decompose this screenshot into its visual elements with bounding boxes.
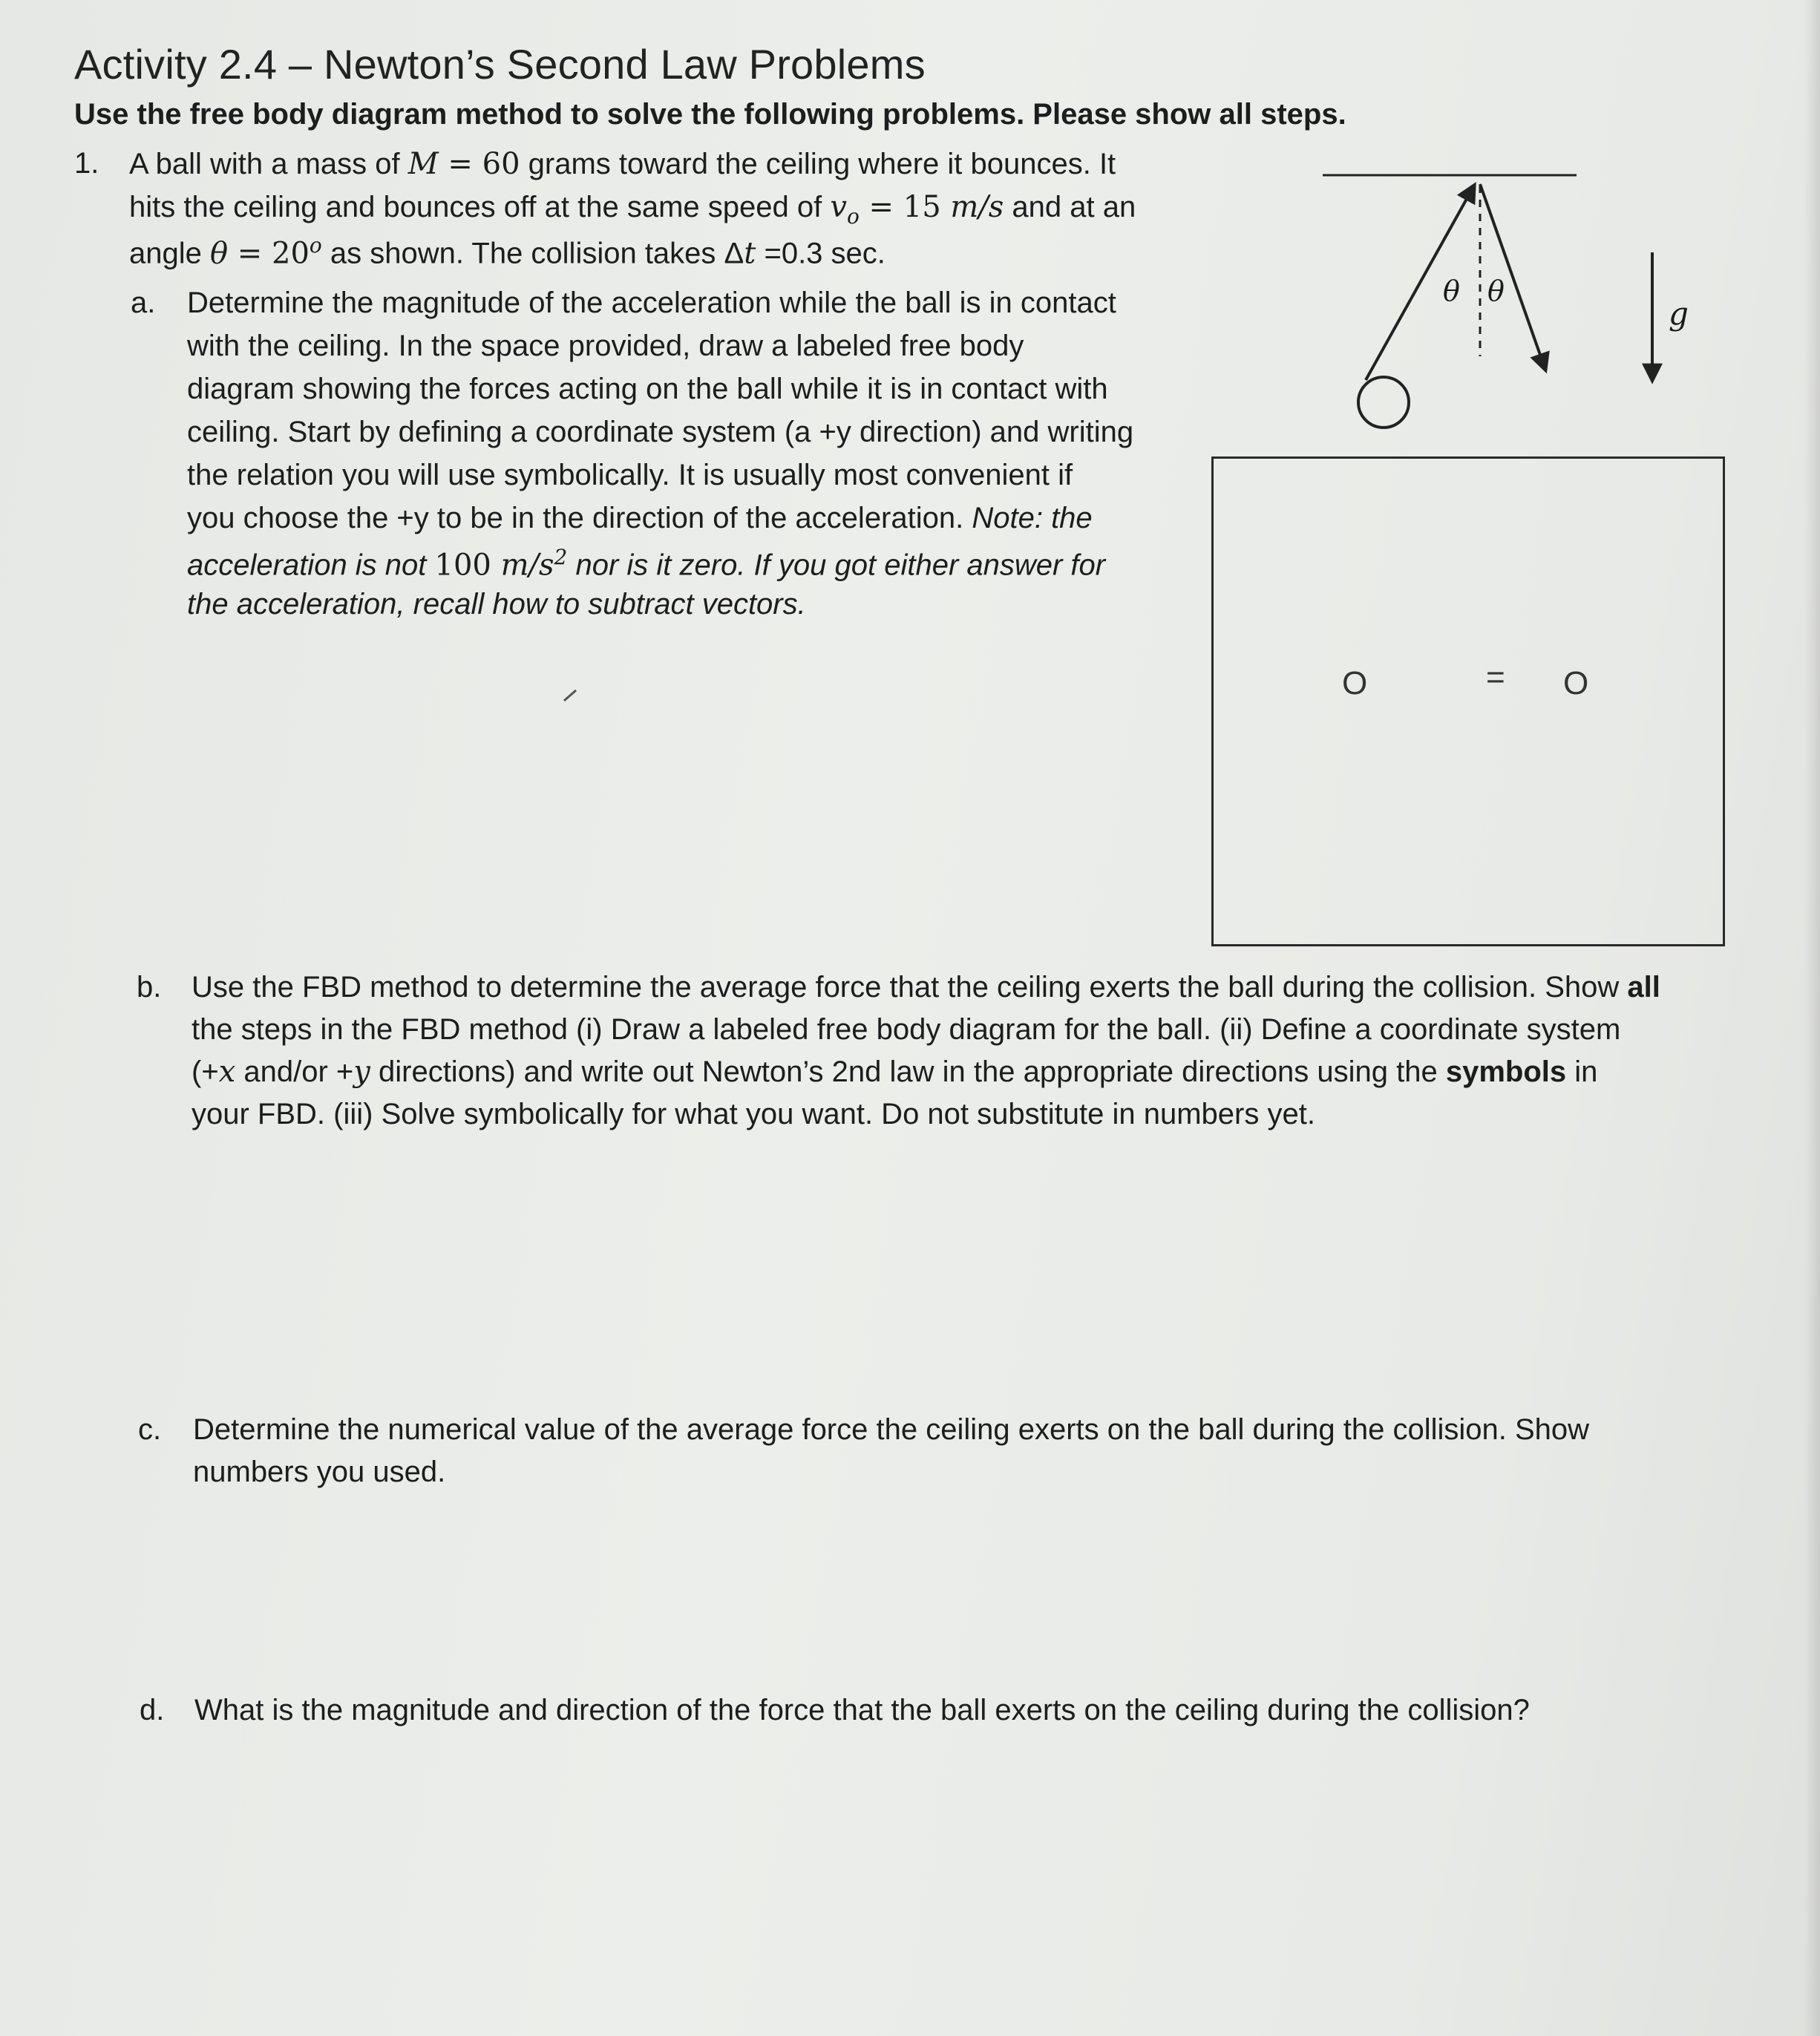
text-segment: (+	[192, 1055, 219, 1088]
part-a-letter: a.	[131, 287, 156, 319]
part-d-body	[194, 1689, 1530, 1732]
instructions: Use the free body diagram method to solve the following problems. Please show all steps.	[74, 98, 1346, 131]
part-a-line: ceiling. Start by defining a coordinate system (a +y direction) and writing	[187, 416, 1134, 448]
velocity-symbol: v	[830, 190, 847, 224]
ball-circle	[1358, 377, 1409, 428]
text-segment: hits the ceiling and bounces off at the same speed of	[129, 191, 831, 223]
stray-pen-mark	[564, 690, 576, 701]
time-symbol: t	[744, 236, 756, 271]
y-symbol: y	[353, 1055, 370, 1089]
text-segment: Use the FBD method to determine the average force that the ceiling exerts the ball during the collision. Show	[192, 971, 1628, 1004]
theta-right-label: θ	[1487, 275, 1505, 307]
accel-unit-exponent: 2	[554, 545, 568, 569]
theta-left-label: θ	[1443, 275, 1460, 307]
angle-symbol: θ	[209, 236, 229, 271]
fbd-right-symbol: O	[1563, 665, 1589, 701]
part-b-line	[192, 1051, 1660, 1093]
part-a-note-line: the acceleration, recall how to subtract vectors.	[187, 588, 806, 621]
part-a-line: Determine the magnitude of the acceleration while the ball is in contact	[187, 287, 1116, 319]
text-segment: nor is it zero. If you got either answer for	[567, 549, 1106, 582]
mass-symbol: M	[407, 147, 439, 181]
emphasis-symbols: symbols	[1445, 1055, 1567, 1088]
problem-number: 1.	[74, 147, 99, 180]
part-b-line	[192, 966, 1660, 1009]
accel-value: 100	[434, 548, 501, 583]
part-c-line: Determine the numerical value of the average force the ceiling exerts on the ball during the collision. Show	[193, 1413, 1590, 1446]
text-segment: =0.3 sec.	[756, 237, 886, 270]
velocity-subscript: o	[846, 204, 860, 229]
text-segment: and/or +	[235, 1055, 354, 1088]
text-segment: you choose the +y to be in the direction of the acceleration.	[187, 502, 972, 534]
accel-unit: m/s	[500, 548, 554, 583]
part-b-body	[192, 966, 1660, 1136]
part-a-line: the relation you will use symbolically. It is usually most convenient if	[187, 459, 1073, 491]
part-c-line: numbers you used.	[193, 1456, 446, 1488]
velocity-unit: m/s	[950, 190, 1004, 224]
page-title: Activity 2.4 – Newton’s Second Law Problems	[74, 41, 926, 88]
g-label: g	[1669, 295, 1689, 332]
text-segment: angle	[129, 237, 210, 270]
part-b-letter: b.	[137, 971, 162, 1004]
part-a-line: with the ceiling. In the space provided, draw a labeled free body	[187, 330, 1024, 362]
delta-symbol: Δ	[724, 237, 744, 270]
text-segment: A ball with a mass of	[129, 148, 408, 180]
part-a-line: diagram showing the forces acting on the ball while it is in contact with	[187, 373, 1108, 405]
text-segment: and at an	[1004, 191, 1136, 223]
mass-value: = 60	[438, 147, 520, 181]
part-d-line: What is the magnitude and direction of the force that the ball exerts on the ceiling during the collision?	[194, 1694, 1530, 1726]
text-segment: grams toward the ceiling where it bounces. It	[520, 148, 1116, 180]
text-segment: directions) and write out Newton’s 2nd law in the appropriate directions using the	[370, 1055, 1446, 1088]
emphasis-all: all	[1627, 971, 1660, 1004]
angle-value: = 20	[228, 236, 310, 271]
x-symbol: x	[218, 1055, 236, 1089]
text-segment: in	[1566, 1055, 1598, 1088]
fbd-equals-symbol: =	[1486, 659, 1505, 695]
part-c-letter: c.	[138, 1413, 162, 1446]
text-segment: as shown. The collision takes	[321, 237, 724, 270]
velocity-value: = 15	[859, 190, 951, 224]
part-c-body	[193, 1409, 1589, 1493]
part-d-letter: d.	[140, 1694, 165, 1726]
note-label: Note: the	[972, 502, 1093, 534]
text-segment: acceleration is not	[187, 549, 435, 582]
degree-superscript: o	[309, 233, 322, 258]
part-b-line: the steps in the FBD method (i) Draw a labeled free body diagram for the ball. (ii) Define a coordinate system	[192, 1013, 1621, 1046]
fbd-left-symbol: O	[1342, 665, 1368, 701]
part-b-line: your FBD. (iii) Solve symbolically for what you want. Do not substitute in numbers yet.	[192, 1098, 1315, 1130]
